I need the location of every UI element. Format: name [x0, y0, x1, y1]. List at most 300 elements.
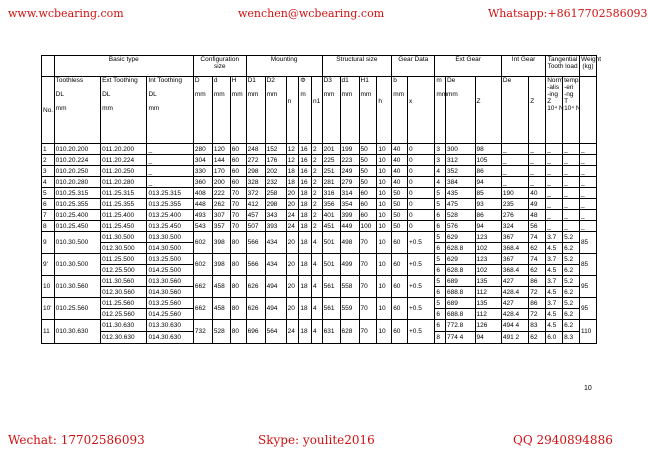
- table-cell: 222: [212, 188, 230, 199]
- table-cell: 401: [322, 210, 340, 221]
- table-cell: 258: [265, 188, 286, 199]
- table-cell: 94: [475, 177, 501, 188]
- table-cell: 20: [286, 232, 299, 254]
- table-cell: 312: [445, 155, 475, 166]
- table-cell: 6: [435, 309, 446, 320]
- table-cell: _: [529, 144, 546, 155]
- header-toothless: Toothless DL mm: [54, 77, 100, 144]
- table-cell: 120: [212, 144, 230, 155]
- table-cell: 62: [529, 265, 546, 276]
- table-cell: 70: [230, 221, 246, 232]
- table-cell: 40: [392, 177, 408, 188]
- table-cell: _: [563, 166, 580, 177]
- table-cell: 576: [445, 221, 475, 232]
- table-cell: 40: [392, 155, 408, 166]
- table-cell: 602: [193, 254, 212, 276]
- table-cell: _: [501, 155, 528, 166]
- table-cell: _: [579, 221, 596, 232]
- header-ext-gear: Ext Gear: [435, 56, 501, 77]
- table-cell: 010.25.450: [54, 221, 100, 232]
- table-cell: 012.30.560: [101, 287, 147, 298]
- table-cell: 013.25.400: [147, 210, 193, 221]
- table-cell: 40: [529, 188, 546, 199]
- table-cell: 398: [212, 254, 230, 276]
- table-cell: _: [563, 210, 580, 221]
- table-cell: 010.25.560: [54, 298, 100, 320]
- table-cell: 202: [265, 166, 286, 177]
- table-cell: 20: [286, 254, 299, 276]
- table-cell: 0: [408, 199, 435, 210]
- table-cell: 72: [529, 309, 546, 320]
- table-cell: 631: [322, 320, 340, 344]
- table-cell: 5: [435, 254, 446, 265]
- table-cell: 50: [392, 210, 408, 221]
- table-cell: 014.25.500: [147, 265, 193, 276]
- table-cell: _: [546, 210, 563, 221]
- table-row: [42, 221, 597, 232]
- table-cell: 013.30.630: [147, 320, 193, 332]
- table-cell: 70: [359, 320, 377, 344]
- table-cell: 70: [359, 232, 377, 254]
- table-cell: 8: [435, 332, 446, 344]
- watermark-website: www.wcbearing.com: [8, 7, 124, 20]
- table-cell: 0: [408, 155, 435, 166]
- table-cell: 0: [408, 210, 435, 221]
- table-cell: 3.7: [546, 254, 563, 265]
- table-cell: 498: [340, 232, 359, 254]
- table-cell: _: [563, 144, 580, 155]
- table-cell: 18: [299, 188, 312, 199]
- table-cell: 2: [311, 177, 322, 188]
- table-cell: 629: [445, 232, 475, 243]
- table-cell: 0: [408, 144, 435, 155]
- table-cell: 011.20.224: [101, 155, 147, 166]
- table-cell: 3.7: [546, 232, 563, 243]
- table-cell: 449: [340, 221, 359, 232]
- table-cell: 18: [299, 298, 312, 320]
- table-cell: 86: [475, 166, 501, 177]
- bearing-spec-table: [41, 55, 602, 344]
- table-cell: 316: [322, 188, 340, 199]
- table-row: [42, 199, 597, 210]
- table-cell: 18: [299, 232, 312, 254]
- table-cell: 357: [212, 221, 230, 232]
- table-cell: 0: [408, 221, 435, 232]
- table-cell: 689: [445, 276, 475, 287]
- table-cell: 50: [392, 221, 408, 232]
- table-cell: 70: [230, 188, 246, 199]
- table-cell: 98: [475, 144, 501, 155]
- table-cell: 144: [212, 155, 230, 166]
- table-row: [42, 177, 597, 188]
- table-cell: 10: [377, 188, 392, 199]
- header-weight: Weight (kg): [579, 56, 596, 77]
- table-cell: 9: [42, 232, 55, 254]
- table-cell: 626: [246, 298, 265, 320]
- table-cell: 276: [501, 210, 528, 221]
- table-cell: 112: [475, 309, 501, 320]
- table-cell: 20: [286, 199, 299, 210]
- table-cell: 72: [529, 287, 546, 298]
- table-cell: 628.8: [445, 243, 475, 254]
- table-cell: 40: [392, 166, 408, 177]
- table-cell: 558: [340, 276, 359, 298]
- table-cell: 5: [435, 199, 446, 210]
- table-cell: 330: [193, 166, 212, 177]
- table-cell: 1: [42, 144, 55, 155]
- table-cell: 501: [322, 232, 340, 254]
- table-cell: 010.30.500: [54, 232, 100, 254]
- table-cell: 200: [212, 177, 230, 188]
- table-cell: _: [529, 177, 546, 188]
- table-cell: 248: [246, 144, 265, 155]
- table-cell: 561: [322, 276, 340, 298]
- table-row: [42, 155, 597, 166]
- table-cell: 251: [322, 166, 340, 177]
- table-cell: 304: [193, 155, 212, 166]
- table-cell: _: [579, 155, 596, 166]
- table-cell: 60: [359, 188, 377, 199]
- table-cell: 3: [435, 144, 446, 155]
- table-cell: 561: [322, 298, 340, 320]
- table-cell: 2: [311, 199, 322, 210]
- table-cell: 014.30.630: [147, 332, 193, 344]
- table-cell: 50: [392, 188, 408, 199]
- table-cell: 80: [230, 232, 246, 254]
- table-cell: 010.25.315: [54, 188, 100, 199]
- table-cell: 6.2: [563, 320, 580, 332]
- table-cell: 135: [475, 298, 501, 309]
- table-cell: 60: [230, 144, 246, 155]
- table-cell: 18: [299, 276, 312, 298]
- table-cell: 93: [475, 199, 501, 210]
- table-cell: 18: [299, 221, 312, 232]
- table-cell: 2: [42, 155, 55, 166]
- table-cell: 399: [340, 210, 359, 221]
- table-cell: _: [579, 166, 596, 177]
- table-cell: 628.8: [445, 265, 475, 276]
- table-cell: 013.25.500: [147, 254, 193, 265]
- table-cell: 24: [286, 320, 299, 344]
- table-cell: 18: [286, 177, 299, 188]
- table-cell: 10: [377, 320, 392, 344]
- table-cell: 458: [212, 276, 230, 298]
- table-cell: 18: [299, 254, 312, 276]
- table-cell: _: [579, 199, 596, 210]
- table-cell: 011.20.250: [101, 166, 147, 177]
- table-cell: 010.25.400: [54, 210, 100, 221]
- table-cell: 5.2: [563, 298, 580, 309]
- table-cell: 10: [377, 210, 392, 221]
- table-cell: 427: [501, 298, 528, 309]
- header-configuration-size: Configuration size: [193, 56, 246, 77]
- table-cell: 494: [265, 298, 286, 320]
- table-cell: 011.25.315: [101, 188, 147, 199]
- table-cell: 298: [246, 166, 265, 177]
- table-cell: 8: [42, 221, 55, 232]
- table-cell: 494 4: [501, 320, 528, 332]
- table-cell: 013.25.450: [147, 221, 193, 232]
- table-cell: 6.2: [563, 309, 580, 320]
- table-cell: 70: [359, 254, 377, 276]
- header-H: H mm: [230, 77, 246, 144]
- header-basic-type: Basic type: [54, 56, 193, 77]
- table-cell: 328: [246, 177, 265, 188]
- header-H1: H1 mm: [359, 77, 377, 144]
- table-cell: 602: [193, 232, 212, 254]
- table-row: [42, 254, 597, 265]
- table-cell: 010.30.630: [54, 320, 100, 344]
- table-cell: 011.25.355: [101, 199, 147, 210]
- table-cell: 507: [246, 221, 265, 232]
- table-cell: _: [501, 144, 528, 155]
- table-cell: 696: [246, 320, 265, 344]
- header-D: D mm: [193, 77, 212, 144]
- table-cell: 60: [230, 166, 246, 177]
- table-cell: _: [563, 199, 580, 210]
- table-cell: 491 2: [501, 332, 528, 344]
- table-cell: 4: [311, 298, 322, 320]
- header-tangential-tooth-load: Tangential Tooth load: [546, 56, 580, 77]
- table-row: [42, 188, 597, 199]
- table-cell: 49: [529, 199, 546, 210]
- table-cell: 16: [299, 144, 312, 155]
- table-cell: 428.4: [501, 287, 528, 298]
- table-cell: 6: [435, 210, 446, 221]
- table-cell: 014.30.500: [147, 243, 193, 254]
- header-Z-int: Z: [529, 77, 546, 144]
- table-cell: 343: [265, 210, 286, 221]
- table-cell: 6: [435, 320, 446, 332]
- table-cell: 298: [265, 199, 286, 210]
- table-row: [42, 144, 597, 155]
- table-cell: 170: [212, 166, 230, 177]
- table-cell: 20: [286, 298, 299, 320]
- table-cell: 662: [193, 298, 212, 320]
- table-cell: 123: [475, 232, 501, 243]
- header-h: h: [377, 77, 392, 144]
- table-cell: 6.2: [563, 287, 580, 298]
- table-cell: 408: [193, 188, 212, 199]
- table-cell: 86: [529, 298, 546, 309]
- table-cell: +0.5: [408, 298, 435, 320]
- table-row: [42, 166, 597, 177]
- table-cell: 281: [322, 177, 340, 188]
- table-cell: 4.5: [546, 265, 563, 276]
- table-cell: _: [546, 188, 563, 199]
- table-cell: 772.8: [445, 320, 475, 332]
- table-cell: 74: [529, 232, 546, 243]
- table-cell: +0.5: [408, 320, 435, 344]
- table-cell: 16: [299, 177, 312, 188]
- table-cell: _: [546, 221, 563, 232]
- table-cell: 307: [212, 210, 230, 221]
- table-cell: 190: [501, 188, 528, 199]
- header-D1: D1 mm: [246, 77, 265, 144]
- table-cell: 86: [529, 276, 546, 287]
- header-int-gear: Int Gear: [501, 56, 545, 77]
- table-cell: 4.5: [546, 309, 563, 320]
- table-cell: 18: [299, 210, 312, 221]
- table-cell: 5.2: [563, 232, 580, 243]
- table-cell: 4.5: [546, 243, 563, 254]
- watermark-email: wenchen@wcbearing.com: [238, 7, 385, 20]
- table-cell: 528: [445, 210, 475, 221]
- watermark-qq: QQ 2940894886: [513, 433, 613, 447]
- table-row: [42, 320, 597, 332]
- table-cell: 458: [212, 298, 230, 320]
- table-cell: 566: [246, 254, 265, 276]
- table-cell: 4: [311, 254, 322, 276]
- table-cell: 94: [475, 221, 501, 232]
- table-cell: 010.20.224: [54, 155, 100, 166]
- table-cell: 360: [193, 177, 212, 188]
- table-cell: 279: [340, 177, 359, 188]
- table-cell: _: [579, 144, 596, 155]
- table-cell: _: [546, 166, 563, 177]
- table-cell: 235: [501, 199, 528, 210]
- table-row: [42, 210, 597, 221]
- table-cell: 564: [265, 320, 286, 344]
- header-kg: [579, 77, 596, 144]
- table-cell: 86: [475, 210, 501, 221]
- table-cell: 2: [311, 155, 322, 166]
- watermark-whatsapp: Whatsapp:+8617702586093: [488, 7, 648, 20]
- table-cell: 48: [529, 210, 546, 221]
- table-cell: 249: [340, 166, 359, 177]
- table-cell: 262: [212, 199, 230, 210]
- table-cell: 4.5: [546, 320, 563, 332]
- table-cell: 10: [377, 254, 392, 276]
- header-no: No.: [42, 77, 55, 144]
- table-cell: _: [529, 155, 546, 166]
- table-cell: 2: [311, 210, 322, 221]
- table-cell: 50: [392, 199, 408, 210]
- table-cell: 368.4: [501, 265, 528, 276]
- table-cell: _: [563, 188, 580, 199]
- table-cell: 70: [359, 276, 377, 298]
- table-cell: 012.25.560: [101, 309, 147, 320]
- table-cell: 18: [286, 166, 299, 177]
- table-cell: 60: [392, 320, 408, 344]
- table-cell: 5: [435, 276, 446, 287]
- table-cell: 80: [230, 298, 246, 320]
- table-cell: 4: [311, 276, 322, 298]
- table-cell: 010.20.280: [54, 177, 100, 188]
- table-cell: 010.30.560: [54, 276, 100, 298]
- table-cell: 6: [435, 265, 446, 276]
- table-cell: 280: [193, 144, 212, 155]
- table-cell: 435: [445, 188, 475, 199]
- table-cell: 5: [435, 188, 446, 199]
- header-int-toothing: Int Toothing DL mm: [147, 77, 193, 144]
- table-cell: 4: [311, 320, 322, 344]
- table-cell: +0.5: [408, 232, 435, 254]
- table-cell: 011.25.560: [101, 298, 147, 309]
- table-cell: 324: [501, 221, 528, 232]
- table-cell: 011.30.500: [101, 232, 147, 243]
- table-cell: 60: [392, 254, 408, 276]
- table-cell: 354: [340, 199, 359, 210]
- table-cell: 70: [359, 298, 377, 320]
- table-cell: _: [147, 177, 193, 188]
- table-cell: 5: [435, 232, 446, 243]
- table-cell: _: [579, 188, 596, 199]
- table-cell: 427: [501, 276, 528, 287]
- table-cell: 10: [377, 298, 392, 320]
- table-cell: 559: [340, 298, 359, 320]
- table-cell: 629: [445, 254, 475, 265]
- table-cell: 012.25.500: [101, 265, 147, 276]
- table-cell: 013.25.355: [147, 199, 193, 210]
- table-cell: 62: [529, 243, 546, 254]
- table-row: [42, 232, 597, 243]
- table-cell: 50: [359, 177, 377, 188]
- table-cell: 85: [475, 188, 501, 199]
- table-cell: _: [501, 177, 528, 188]
- table-cell: 10: [377, 199, 392, 210]
- table-cell: 368.4: [501, 243, 528, 254]
- table-cell: 4: [42, 177, 55, 188]
- table-cell: 272: [246, 155, 265, 166]
- table-cell: 010.25.355: [54, 199, 100, 210]
- table-row: [42, 298, 597, 309]
- table-cell: 011.25.400: [101, 210, 147, 221]
- table-cell: 352: [445, 166, 475, 177]
- table-cell: 5.2: [563, 254, 580, 265]
- table-cell: _: [529, 166, 546, 177]
- table-cell: 011.25.500: [101, 254, 147, 265]
- table-cell: 5: [42, 188, 55, 199]
- header-ext-toothing: Ext Toothing DL mm: [101, 77, 147, 144]
- table-cell: 626: [246, 276, 265, 298]
- table-cell: _: [147, 166, 193, 177]
- header-temp: temp -eri -ng T 10⁴ N: [563, 77, 580, 144]
- table-cell: 10: [377, 155, 392, 166]
- table-cell: 56: [529, 221, 546, 232]
- table-cell: 434: [265, 254, 286, 276]
- table-cell: 10: [377, 232, 392, 254]
- table-cell: _: [563, 177, 580, 188]
- table-cell: 4: [435, 177, 446, 188]
- header-b: b mm: [392, 77, 408, 144]
- table-cell: 434: [265, 232, 286, 254]
- table-cell: 83: [529, 320, 546, 332]
- table-cell: 112: [475, 287, 501, 298]
- table-cell: 40: [392, 144, 408, 155]
- table-cell: 135: [475, 276, 501, 287]
- table-cell: 393: [265, 221, 286, 232]
- table-cell: _: [563, 155, 580, 166]
- table-cell: 16: [299, 155, 312, 166]
- header-phi: Φ m: [299, 77, 312, 144]
- table-cell: 10: [42, 276, 55, 298]
- table-cell: 24: [286, 210, 299, 221]
- table-cell: 5: [435, 298, 446, 309]
- table-cell: 11: [42, 320, 55, 344]
- table-cell: 014.25.560: [147, 309, 193, 320]
- header-blank: [42, 56, 55, 77]
- table-cell: 18: [299, 320, 312, 344]
- table-cell: 12: [286, 155, 299, 166]
- table-cell: _: [546, 155, 563, 166]
- table-cell: 566: [246, 232, 265, 254]
- table-cell: 6.2: [563, 265, 580, 276]
- table-cell: 20: [286, 188, 299, 199]
- table-cell: 013.30.560: [147, 276, 193, 287]
- table-cell: 126: [475, 320, 501, 332]
- table-cell: 6.0: [546, 332, 563, 344]
